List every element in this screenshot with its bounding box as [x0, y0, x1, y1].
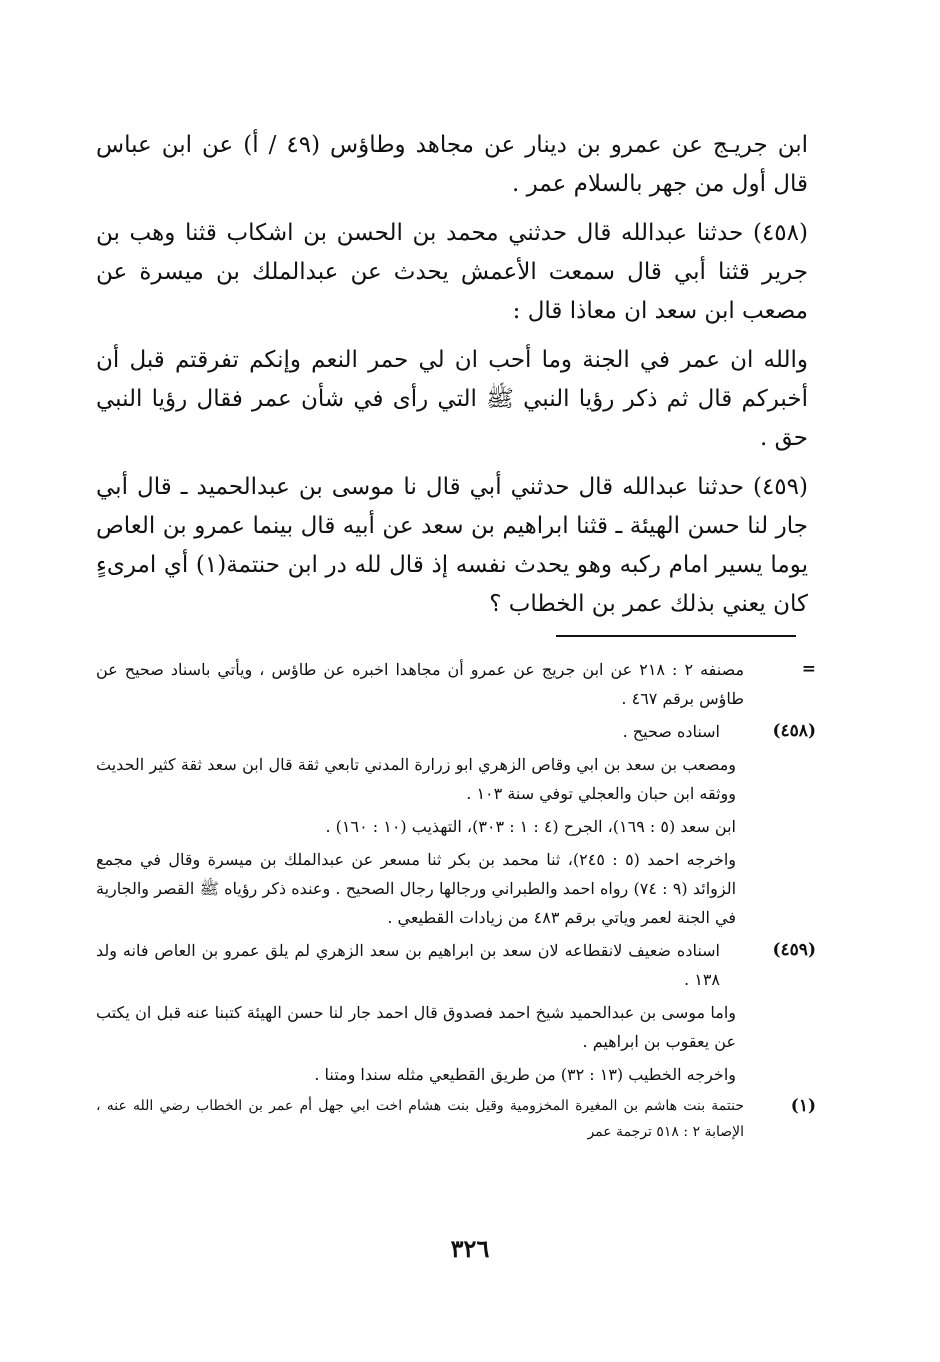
footnote-text: واخرجه الخطيب (١٣ : ٣٢) من طريق القطيعي مثله سندا ومتنا . — [314, 1065, 736, 1084]
footnote-text: اسناده صحيح . — [622, 722, 720, 741]
footnote-text: حنتمة بنت هاشم بن المغيرة المخزومية وقيل بنت هشام اخت ابي جهل أم عمر بن الخطاب رضي الله عنه ، الإصابة ٢ : ٥١٨ ترجمة عمر — [96, 1098, 744, 1140]
paragraph-458: (٤٥٨) حدثنا عبدالله قال حدثني محمد بن الحسن بن اشكاب قثنا وهب بن جرير قثنا أبي قال سمعت الأعمش يحدث عن عبدالملك بن ميسرة عن مصعب ابن سعد ان معاذا قال : — [96, 220, 808, 324]
footnote-459-musa — [96, 998, 808, 1056]
footnote-text: ومصعب بن سعد بن ابي وقاص الزهري ابو زرارة المدني تابعي ثقة قال ابن سعد ثقة كثير الحديث ووثقه ابن حبان والعجلي توفي سنة ١٠٣ . — [96, 755, 736, 803]
footnote-text: ابن سعد (٥ : ١٦٩)، الجرح (٤ : ١ : ٣٠٣)، التهذيب (١٠ : ١٦٠) . — [325, 817, 736, 836]
footnote-marker: (٤٥٨) — [772, 721, 816, 741]
footnote-text: واما موسى بن عبدالحميد شيخ احمد فصدوق قال احمد جار لنا حسن الهيئة كتبنا عنه قبل ان يكتب عن يعقوب بن ابراهيم . — [96, 1003, 736, 1051]
footnote-text: واخرجه احمد (٥ : ٢٤٥)، ثنا محمد بن بكر ثنا مسعر عن عبدالملك بن ميسرة وقال في مجمع الزوائد (٩ : ٧٤) رواه احمد والطبراني ورجالها رجال الصحيح . وعنده ذكر رؤياه ﷺ القصر والجارية في الجنة لعمر وياتي برقم ٤٨٣ من زيادات القطيعي . — [96, 850, 737, 927]
footnote-458-takhrij — [96, 845, 808, 932]
paragraph-459: (٤٥٩) حدثنا عبدالله قال حدثني أبي قال نا موسى بن عبدالحميد ـ قال أبي جار لنا حسن الهيئة ـ قثنا ابراهيم بن سعد عن أبيه قال بينما عمرو بن العاص يوما يسير امام ركبه وهو يحدث نفسه إذ قال لله در ابن حنتمة(١) أي امرىءٍ كان يعني بذلك عمر بن الخطاب ؟ — [96, 474, 808, 617]
footnote-marker: (٤٥٩) — [772, 940, 816, 960]
footnote-marker: (١) — [790, 1096, 816, 1116]
page-number: ٣٢٦ — [450, 1234, 490, 1263]
footnote-459 — [96, 936, 816, 994]
footnote-text: اسناده ضعيف لانقطاعه لان سعد بن ابراهيم بن سعد الزهري لم يلق عمرو بن العاص فانه ولد ١٣٨ . — [96, 941, 720, 989]
footnotes — [96, 655, 816, 1149]
footnote-458-sources — [96, 812, 808, 841]
footnote-458-mus-ab — [96, 750, 808, 808]
footnote-459-takhrij — [96, 1060, 808, 1089]
main-text — [96, 126, 808, 634]
footnote-text: مصنفه ٢ : ٢١٨ عن ابن جريج عن عمرو أن مجاهدا اخبره عن طاؤس ، ويأتي باسناد صحيح عن طاؤس برقم ٤٦٧ . — [96, 660, 745, 708]
footnote-marker: = — [801, 659, 816, 679]
footnote-1 — [96, 1093, 816, 1145]
footnote-continued — [96, 655, 816, 713]
paragraph-458-matn: والله ان عمر في الجنة وما أحب ان لي حمر النعم وإنكم تفرقتم قبل أن أخبركم قال ثم ذكر رؤيا النبي ﷺ التي رأى في شأن عمر فقال رؤيا النبي حق . — [96, 347, 808, 451]
footnote-458 — [96, 717, 816, 746]
footnote-divider — [556, 635, 796, 637]
paragraph-1: ابن جريـج عن عمرو بن دينار عن مجاهد وطاؤس (٤٩ / أ) عن ابن عباس قال أول من جهر بالسلام عمر . — [96, 132, 808, 197]
